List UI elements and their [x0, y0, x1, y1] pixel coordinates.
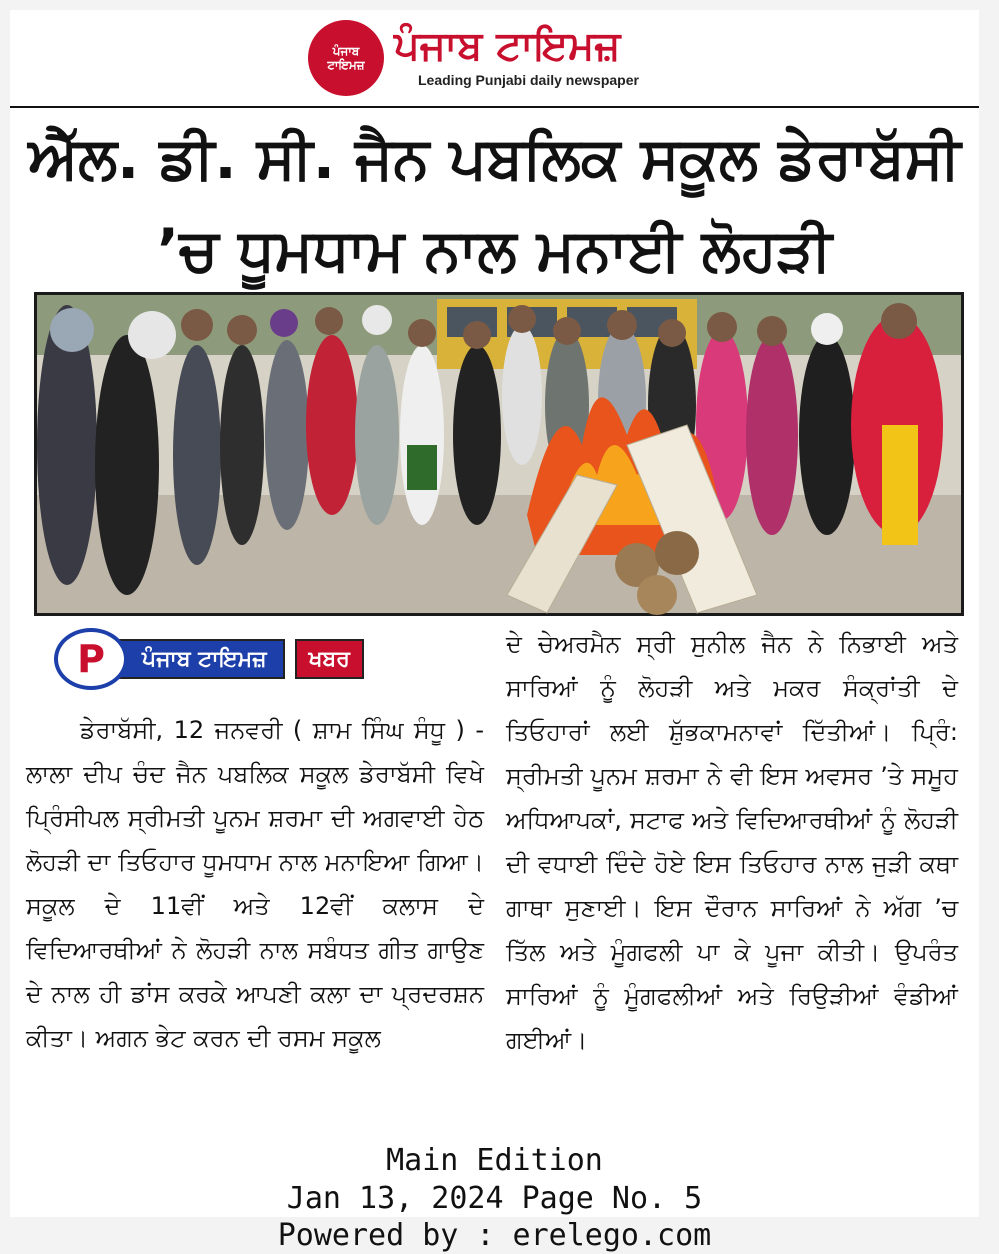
headline-line-2: ’ਚ ਧੂਮਧਾਮ ਨਾਲ ਮਨਾਈ ਲੋਹੜੀ — [157, 216, 832, 284]
photo-illustration — [37, 295, 961, 613]
article-column-left — [26, 708, 484, 1060]
edition-date-page: Jan 13, 2024 Page No. 5 — [286, 1181, 703, 1216]
edition-name: Main Edition — [386, 1143, 603, 1178]
badge-p-logo: P — [54, 628, 128, 690]
badge-section: ਖਬਰ — [295, 639, 364, 679]
headline — [20, 112, 969, 296]
newspaper-clipping — [10, 10, 979, 1253]
headline-line-1: ਐੱਲ. ਡੀ. ਸੀ. ਜੈਨ ਪਬਲਿਕ ਸਕੂਲ ਡੇਰਾਬੱਸੀ — [28, 124, 961, 192]
logo-line-1: ਪੰਜਾਬ — [332, 44, 360, 58]
article-column-right — [506, 622, 958, 1062]
byline-badge — [54, 635, 484, 683]
masthead — [10, 10, 979, 106]
brand-title: ਪੰਜਾਬ ਟਾਇਮਜ਼ — [394, 23, 621, 69]
logo-line-2: ਟਾਇਮਜ਼ — [327, 58, 365, 72]
brand-logo — [308, 20, 384, 96]
brand-tagline: Leading Punjabi daily newspaper — [418, 72, 639, 88]
article-paragraph-right: ਦੇ ਚੇਅਰਮੈਨ ਸ੍ਰੀ ਸੁਨੀਲ ਜੈਨ ਨੇ ਨਿਭਾਈ ਅਤੇ ਸਾਰਿਆਂ ਨੂੰ ਲੋਹੜੀ ਅਤੇ ਮਕਰ ਸੰਕ੍ਰਾਂਤੀ ਦੇ ਤਿਓਹਾਰਾਂ ਲਈ ਸ਼ੁੱਭਕਾਮਨਾਵਾਂ ਦਿੱਤੀਆਂ। ਪ੍ਰਿੰ: ਸ੍ਰੀਮਤੀ ਪੂਨਮ ਸ਼ਰਮਾ ਨੇ ਵੀ ਇਸ ਅਵਸਰ ’ਤੇ ਸਮੂਹ ਅਧਿਆਪਕਾਂ, ਸਟਾਫ ਅਤੇ ਵਿਦਿਆਰਥੀਆਂ ਨੂੰ ਲੋਹੜੀ ਦੀ ਵਧਾਈ ਦਿੰਦੇ ਹੋਏ ਇਸ ਤਿਓਹਾਰ ਨਾਲ ਜੁੜੀ ਕਥਾ ਗਾਥਾ ਸੁਣਾਈ। ਇਸ ਦੌਰਾਨ ਸਾਰਿਆਂ ਨੇ ਅੱਗ ’ਚ ਤਿੱਲ ਅਤੇ ਮੂੰਗਫਲੀ ਪਾ ਕੇ ਪੂਜਾ ਕੀਤੀ। ਉਪਰੰਤ ਸਾਰਿਆਂ ਨੂੰ ਮੂੰਗਫਲੀਆਂ ਅਤੇ ਰਿਉੜੀਆਂ ਵੰਡੀਆਂ ਗਈਆਂ। — [506, 630, 958, 1054]
lohri-celebration-photo — [34, 292, 964, 616]
article-paragraph-left: ਡੇਰਾਬੱਸੀ, 12 ਜਨਵਰੀ ( ਸ਼ਾਮ ਸਿੰਘ ਸੰਧੂ ) - ਲਾਲਾ ਦੀਪ ਚੰਦ ਜੈਨ ਪਬਲਿਕ ਸਕੂਲ ਡੇਰਾਬੱਸੀ ਵਿਖੇ ਪ੍ਰਿੰਸੀਪਲ ਸ੍ਰੀਮਤੀ ਪੂਨਮ ਸ਼ਰਮਾ ਦੀ ਅਗਵਾਈ ਹੇਠ ਲੋਹੜੀ ਦਾ ਤਿਓਹਾਰ ਧੂਮਧਾਮ ਨਾਲ ਮਨਾਇਆ ਗਿਆ। ਸਕੂਲ ਦੇ 11ਵੀਂ ਅਤੇ 12ਵੀਂ ਕਲਾਸ ਦੇ ਵਿਦਿਆਰਥੀਆਂ ਨੇ ਲੋਹੜੀ ਨਾਲ ਸਬੰਧਤ ਗੀਤ ਗਾਉਣ ਦੇ ਨਾਲ ਹੀ ਡਾਂਸ ਕਰਕੇ ਆਪਣੀ ਕਲਾ ਦਾ ਪ੍ਰਦਰਸ਼ਨ ਕੀਤਾ। ਅਗਨ ਭੇਟ ਕਰਨ ਦੀ ਰਸਮ ਸਕੂਲ — [26, 716, 484, 1052]
powered-by: Powered by : erelego.com — [277, 1218, 712, 1253]
badge-brand: ਪੰਜਾਬ ਟਾਇਮਜ਼ — [116, 639, 285, 679]
edition-footer — [10, 1142, 979, 1253]
masthead-divider — [10, 106, 979, 108]
